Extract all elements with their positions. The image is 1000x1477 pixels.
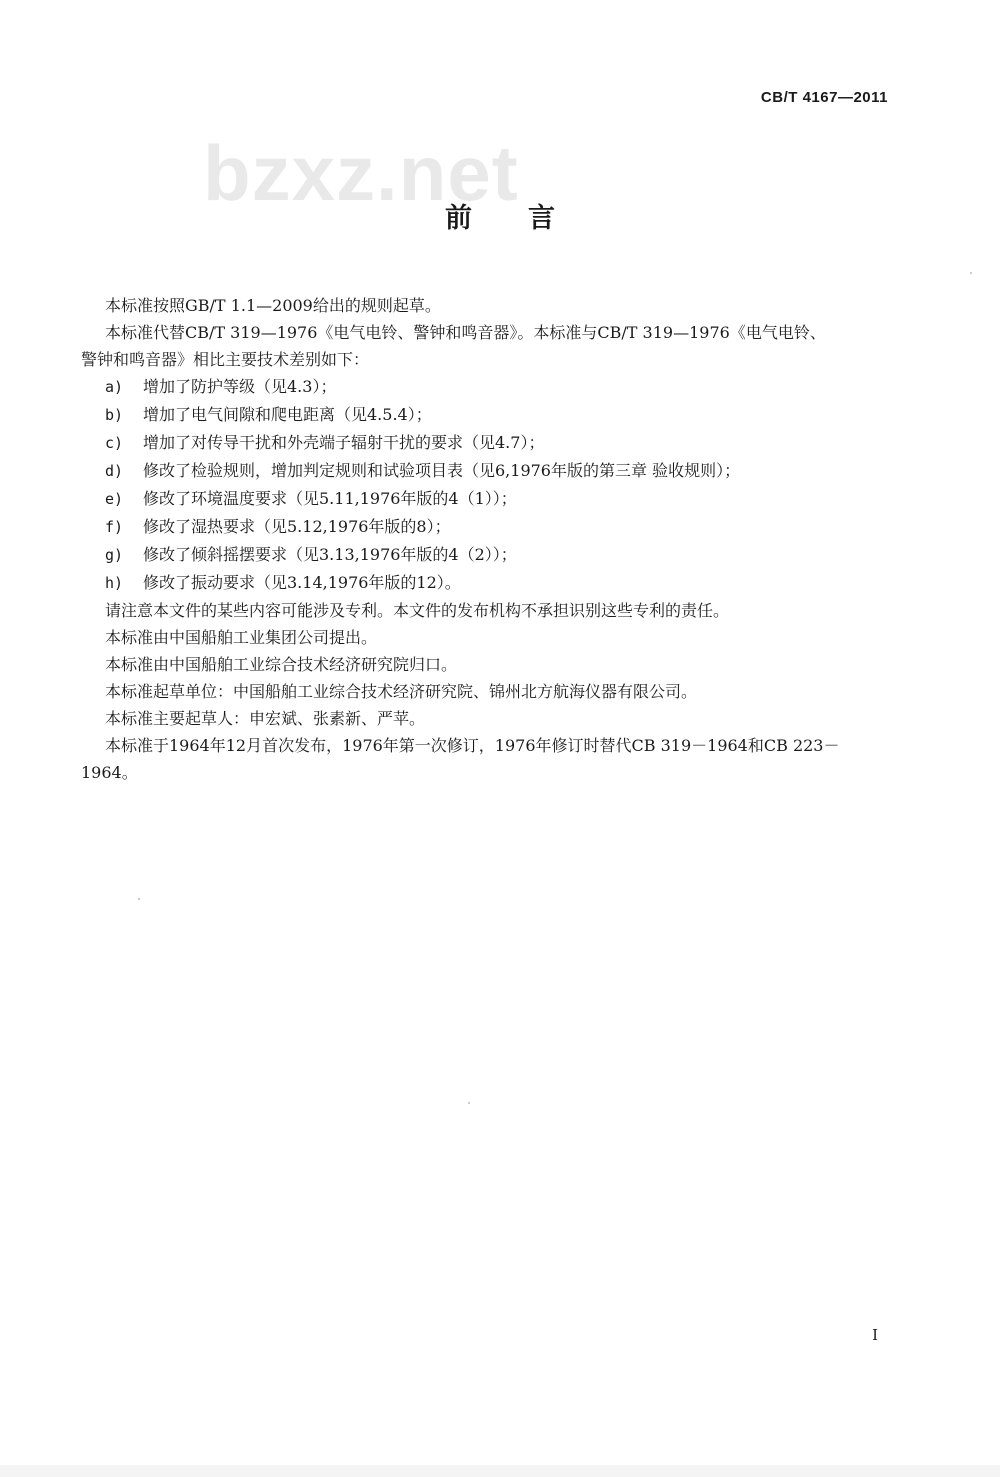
list-item (81, 429, 901, 457)
list-item-marker: g) (105, 546, 124, 564)
drafting-units: 本标准起草单位：中国船舶工业综合技术经济研究院、锦州北方航海仪器有限公司。 (105, 682, 698, 701)
release-history (81, 732, 901, 786)
change-list (81, 373, 901, 597)
list-item (81, 457, 901, 485)
list-item-marker: d) (105, 462, 124, 480)
list-item-marker: a) (105, 378, 124, 396)
list-item-text: 修改了环境温度要求（见5.11,1976年版的4（1））； (143, 489, 517, 508)
list-item (81, 513, 901, 541)
list-item-marker: c) (105, 434, 124, 452)
list-item (81, 569, 901, 597)
scan-speck (468, 1102, 470, 1104)
list-item-marker: e) (105, 490, 124, 508)
standard-number: CB/T 4167—2011 (760, 89, 888, 106)
proposed-by: 本标准由中国船舶工业集团公司提出。 (105, 628, 378, 647)
list-item-marker: f) (105, 518, 124, 536)
paragraph-replacement-line-1: 本标准代替CB/T 319—1976《电气电铃、警钟和鸣音器》。本标准与CB/T 319—1976《电气电铃、 (105, 323, 826, 342)
paragraph-drafting-rules: 本标准按照GB/T 1.1—2009给出的规则起草。 (105, 296, 441, 315)
list-item-text: 修改了湿热要求（见5.12,1976年版的8）； (143, 517, 451, 536)
page-bottom-margin (0, 1465, 1000, 1477)
patent-notice: 请注意本文件的某些内容可能涉及专利。本文件的发布机构不承担识别这些专利的责任。 (105, 601, 730, 620)
release-history-line-1: 本标准于1964年12月首次发布，1976年第一次修订，1976年修订时替代CB 319－1964和CB 223－ (105, 736, 840, 755)
centralized-by: 本标准由中国船舶工业综合技术经济研究院归口。 (105, 655, 458, 674)
release-history-line-2: 1964。 (81, 763, 138, 782)
list-item (81, 541, 901, 569)
scan-speck (138, 898, 140, 900)
list-item-marker: b) (105, 406, 124, 424)
main-drafters: 本标准主要起草人：申宏斌、张素新、严苹。 (105, 709, 426, 728)
list-item-text: 增加了对传导干扰和外壳端子辐射干扰的要求（见4.7）； (143, 433, 545, 452)
list-item (81, 373, 901, 401)
list-item (81, 485, 901, 513)
list-item (81, 401, 901, 429)
list-item-text: 增加了防护等级（见4.3）； (143, 377, 337, 396)
watermark: bzxz.net (203, 129, 519, 217)
paragraph-replacement-line-2: 警钟和鸣音器》相比主要技术差别如下： (81, 350, 370, 369)
list-item-text: 修改了检验规则，增加判定规则和试验项目表（见6,1976年版的第三章 验收规则）； (143, 461, 741, 480)
scan-speck (970, 272, 972, 274)
foreword-body (81, 292, 901, 786)
list-item-text: 修改了振动要求（见3.14,1976年版的12）。 (143, 573, 461, 592)
page-number: I (872, 1326, 878, 1344)
page-title: 前言 (445, 203, 611, 234)
paragraph-replacement (81, 319, 901, 373)
list-item-marker: h) (105, 574, 124, 592)
list-item-text: 修改了倾斜摇摆要求（见3.13,1976年版的4（2））； (143, 545, 517, 564)
list-item-text: 增加了电气间隙和爬电距离（见4.5.4）； (143, 405, 432, 424)
